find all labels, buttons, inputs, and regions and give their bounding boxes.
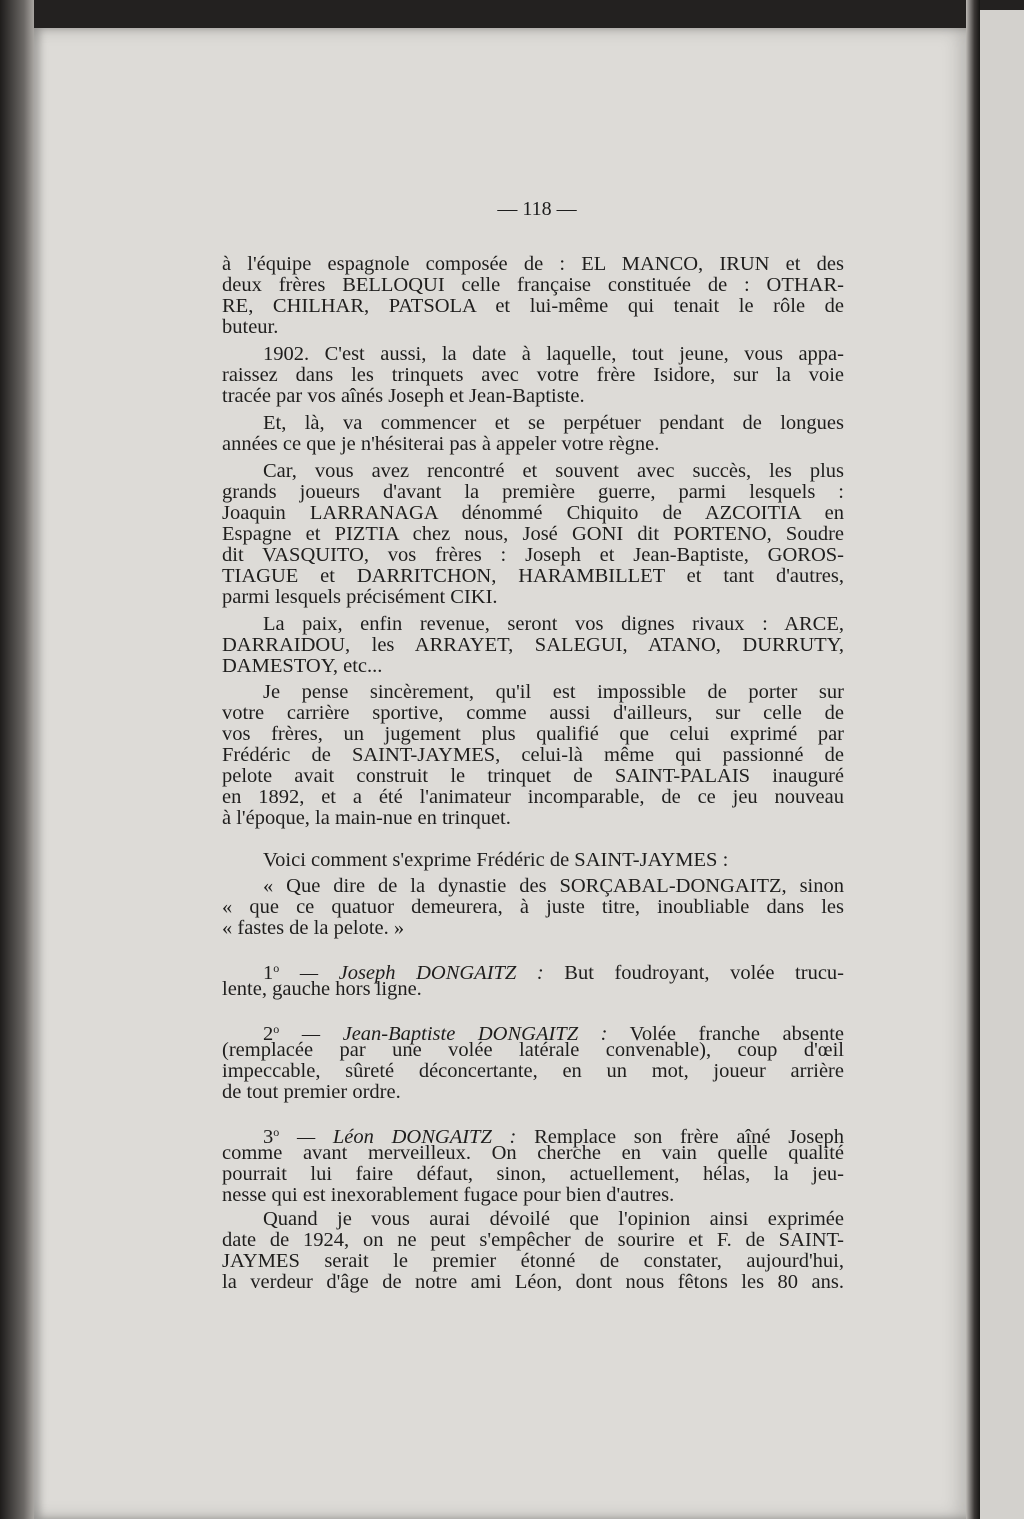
item-ordinal-mark: o [273, 1022, 280, 1036]
paragraph [222, 682, 844, 829]
text-line: DAMESTOY, etc... [222, 655, 383, 677]
text-line: RE, CHILHAR, PATSOLA et lui-même qui tenait le rôle de [222, 295, 844, 317]
text-line: buteur. [222, 316, 279, 338]
text-line: pourrait lui faire défaut, sinon, actuellement, hélas, la jeu- [222, 1163, 844, 1185]
item-first-line [222, 1122, 845, 1148]
page-number: — 118 — [497, 198, 577, 220]
text-line: à l'équipe espagnole composée de : EL MANCO, IRUN et des [222, 253, 844, 275]
item-name: — Joseph DONGAITZ : [299, 962, 544, 984]
text-line: Et, là, va commencer et se perpétuer pendant de longues [263, 412, 844, 434]
text-line: date de 1924, on ne peut s'empêcher de sourire et F. de SAINT- [222, 1229, 844, 1251]
scan-border-left [0, 0, 34, 1519]
text-line: la verdeur d'âge de notre ami Léon, dont nous fêtons les 80 ans. [222, 1271, 844, 1293]
paragraph [222, 850, 844, 871]
paragraph [222, 344, 844, 407]
text-line: années ce que je n'hésiterai pas à appeler votre règne. [222, 433, 660, 455]
text-line: JAYMES serait le premier étonné de constater, aujourd'hui, [222, 1250, 844, 1272]
text-line: à l'époque, la main-nue en trinquet. [222, 807, 511, 829]
text-line: Frédéric de SAINT-JAYMES, celui-là même qui passionné de [222, 744, 844, 766]
text-line: grands joueurs d'avant la première guerre, parmi lesquels : [222, 481, 844, 503]
item-text: Remplace son frère aîné Joseph [534, 1126, 845, 1148]
text-line: Joaquin LARRANAGA dénommé Chiquito de AZCOITIA en [222, 502, 844, 524]
text-line: comme avant merveilleux. On cherche en vain quelle qualité [222, 1142, 844, 1164]
numbered-item [222, 1122, 844, 1206]
text-line: Quand je vous aurai dévoilé que l'opinion ainsi exprimée [263, 1208, 844, 1230]
text-line: de tout premier ordre. [222, 1081, 401, 1103]
text-line: « que ce quatuor demeurera, à juste titre, inoubliable dans les [222, 896, 844, 918]
text-line: raissez dans les trinquets avec votre frère Isidore, sur la voie [222, 364, 844, 386]
paragraph [222, 254, 844, 338]
item-ordinal-mark: o [273, 961, 280, 975]
text-line: La paix, enfin revenue, seront vos dignes rivaux : ARCE, [263, 613, 844, 635]
item-name: — Léon DONGAITZ : [296, 1126, 517, 1148]
text-line: 1902. C'est aussi, la date à laquelle, tout jeune, vous appa- [263, 343, 844, 365]
book-gutter [966, 0, 980, 1519]
text-line: parmi lesquels précisément CIKI. [222, 586, 498, 608]
item-text: Volée franche absente [629, 1023, 844, 1045]
numbered-item [222, 1019, 844, 1103]
text-line: TIAGUE et DARRITCHON, HARAMBILLET et tant d'autres, [222, 565, 844, 587]
text-line: impeccable, sûreté déconcertante, en un mot, joueur arrière [222, 1060, 844, 1082]
item-first-line [222, 1019, 844, 1045]
facing-page-edge [980, 10, 1024, 1519]
text-line: Car, vous avez rencontré et souvent avec succès, les plus [263, 460, 844, 482]
text-line: Je pense sincèrement, qu'il est impossible de porter sur [263, 681, 844, 703]
text-line: dit VASQUITO, vos frères : Joseph et Jean-Baptiste, GOROS- [222, 544, 844, 566]
text-line: Espagne et PIZTIA chez nous, José GONI dit PORTENO, Soudre [222, 523, 844, 545]
text-line: (remplacée par une volée latérale convenable), coup d'œil [222, 1039, 844, 1061]
paragraph [222, 413, 844, 455]
paragraph [222, 1209, 844, 1293]
item-ordinal-mark: o [273, 1125, 280, 1139]
item-first-line [222, 958, 844, 984]
text-line: deux frères BELLOQUI celle française constituée de : OTHAR- [222, 274, 844, 296]
item-text: But foudroyant, volée trucu- [564, 962, 844, 984]
text-line: nesse qui est inexorablement fugace pour bien d'autres. [222, 1184, 675, 1206]
text-line: pelote avait construit le trinquet de SAINT-PALAIS inauguré [222, 765, 844, 787]
paragraph [222, 876, 844, 939]
text-line: « fastes de la pelote. » [222, 917, 405, 939]
text-line: lente, gauche hors ligne. [222, 978, 422, 1000]
item-number: 2 [263, 1023, 274, 1045]
item-number: 1 [263, 962, 274, 984]
text-line: Voici comment s'exprime Frédéric de SAINT-JAYMES : [263, 849, 729, 871]
numbered-item [222, 958, 844, 1000]
paragraph [222, 461, 844, 608]
text-line: DARRAIDOU, les ARRAYET, SALEGUI, ATANO, DURRUTY, [222, 634, 844, 656]
scan-border-top [0, 0, 1024, 28]
text-line: tracée par vos aînés Joseph et Jean-Baptiste. [222, 385, 585, 407]
item-name: — Jean-Baptiste DONGAITZ : [301, 1023, 608, 1045]
item-number: 3 [263, 1126, 274, 1148]
paragraph [222, 614, 844, 677]
text-line: vos frères, un jugement plus qualifié que celui exprimé par [222, 723, 844, 745]
text-line: votre carrière sportive, comme aussi d'ailleurs, sur celle de [222, 702, 844, 724]
text-line: en 1892, et a été l'animateur incomparable, de ce jeu nouveau [222, 786, 844, 808]
text-line: « Que dire de la dynastie des SORÇABAL-DONGAITZ, sinon [263, 875, 844, 897]
